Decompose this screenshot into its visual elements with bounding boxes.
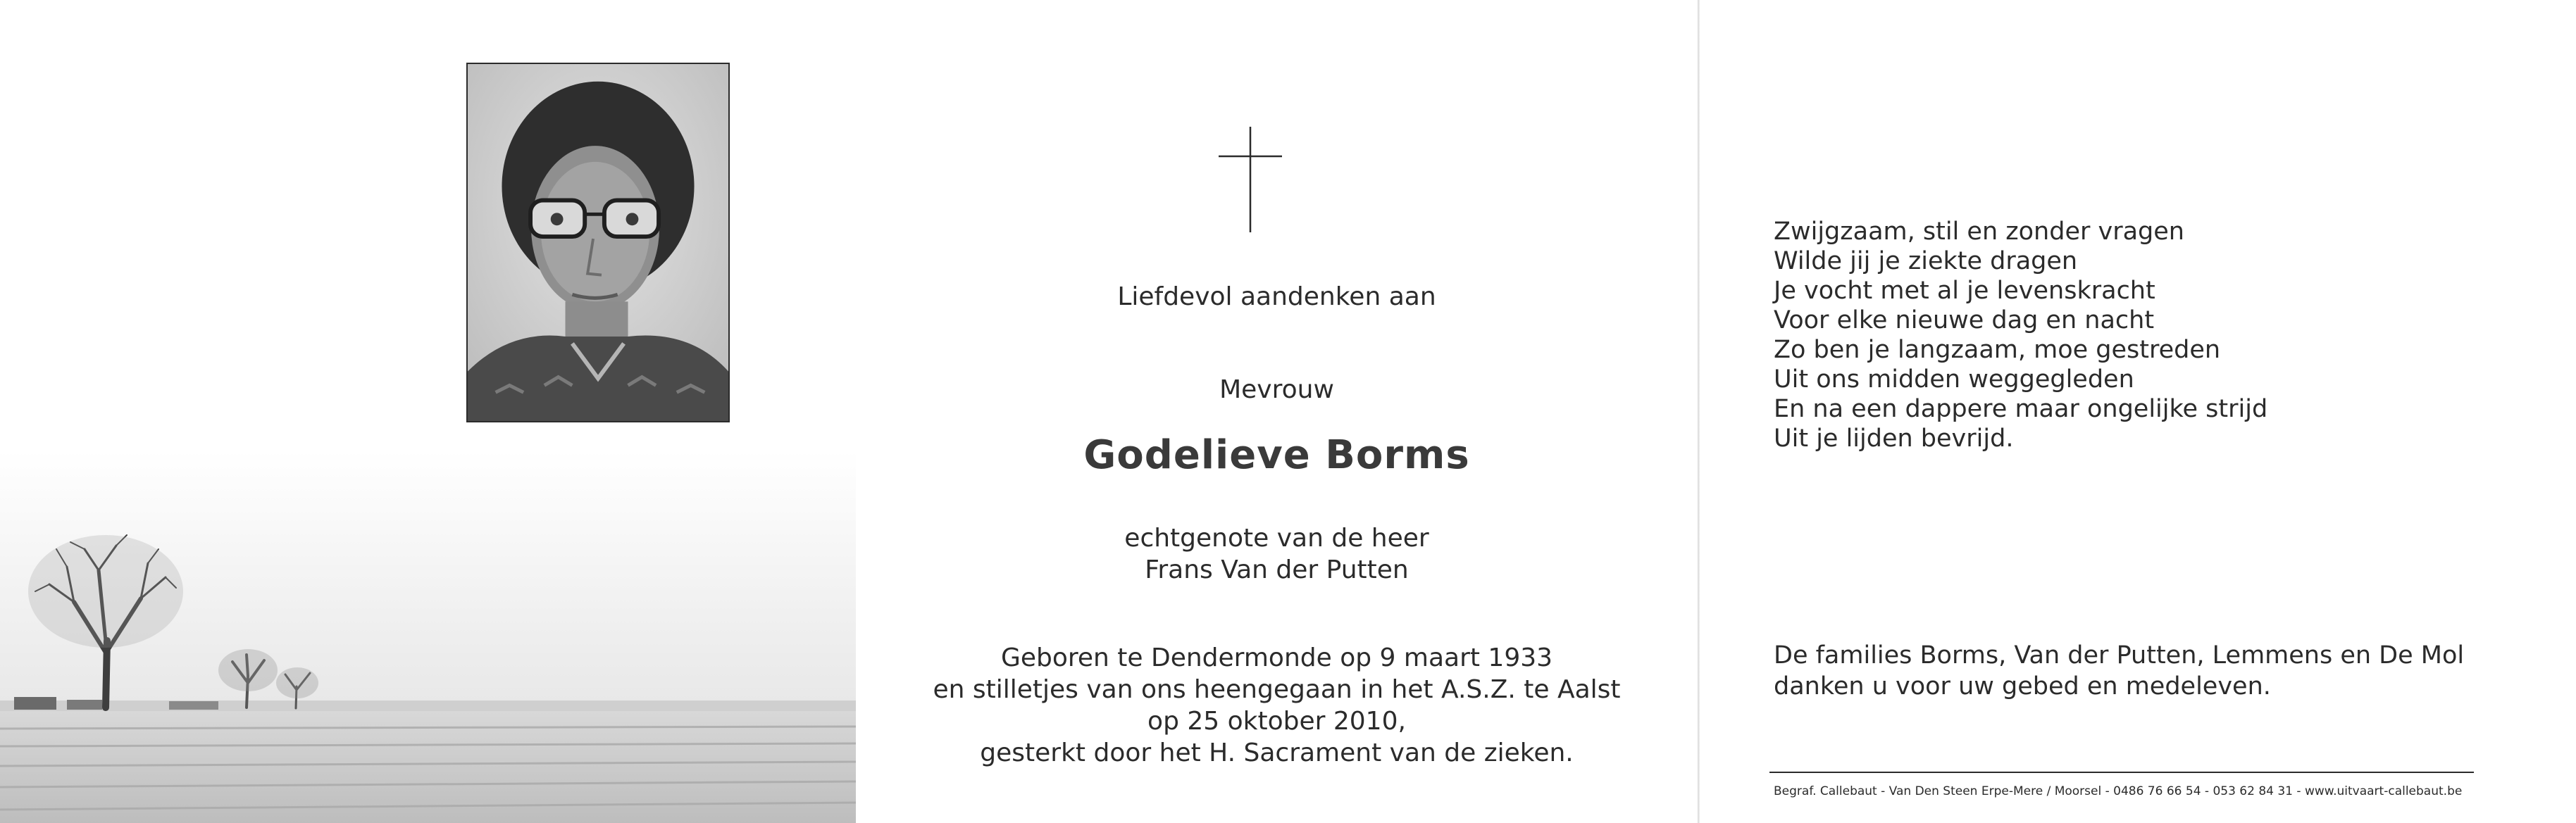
poem-line: Wilde jij je ziekte dragen xyxy=(1774,247,2078,275)
printer-credit: Begraf. Callebaut - Van Den Steen Erpe-Mere / Moorsel - 0486 76 66 54 - 053 62 84 31 - www.uitvaart-callebaut.be xyxy=(1774,784,2463,798)
deceased-name: Godelieve Borms xyxy=(1083,432,1470,478)
poem-line: Uit je lijden bevrijd. xyxy=(1774,425,2014,453)
center-panel xyxy=(856,0,1698,823)
poem-line: Uit ons midden weggegleden xyxy=(1774,365,2134,394)
poem xyxy=(1774,217,2408,453)
remembrance-intro: Liefdevol aandenken aan xyxy=(1117,282,1436,311)
poem-line: Zwijgzaam, stil en zonder vragen xyxy=(1774,218,2184,246)
spouse-line-1: echtgenote van de heer xyxy=(1124,524,1429,553)
death-date-line: op 25 oktober 2010, xyxy=(1147,707,1406,736)
footer-divider xyxy=(1769,772,2474,773)
death-place-line: en stilletjes van ons heengegaan in het A.S.Z. te Aalst xyxy=(933,675,1621,704)
poem-line: Zo ben je langzaam, moe gestreden xyxy=(1774,336,2221,364)
birth-line: Geboren te Dendermonde op 9 maart 1933 xyxy=(1000,643,1553,672)
poem-line: Voor elke nieuwe dag en nacht xyxy=(1774,306,2155,334)
sacrament-line: gesterkt door het H. Sacrament van de zieken. xyxy=(980,739,1574,767)
cross-icon xyxy=(1215,127,1286,232)
spouse-line-2: Frans Van der Putten xyxy=(1145,555,1409,584)
poem-line: En na een dappere maar ongelijke strijd xyxy=(1774,395,2268,423)
thanks-line-1: De families Borms, Van der Putten, Lemmens en De Mol xyxy=(1774,641,2465,670)
honorific-title: Mevrouw xyxy=(1219,375,1334,404)
family-thanks xyxy=(1774,640,2478,702)
thanks-line-2: danken u voor uw gebed en medeleven. xyxy=(1774,672,2271,701)
winter-landscape-image xyxy=(0,451,856,823)
poem-line: Je vocht met al je levenskracht xyxy=(1774,277,2155,305)
portrait-photo xyxy=(466,63,730,422)
